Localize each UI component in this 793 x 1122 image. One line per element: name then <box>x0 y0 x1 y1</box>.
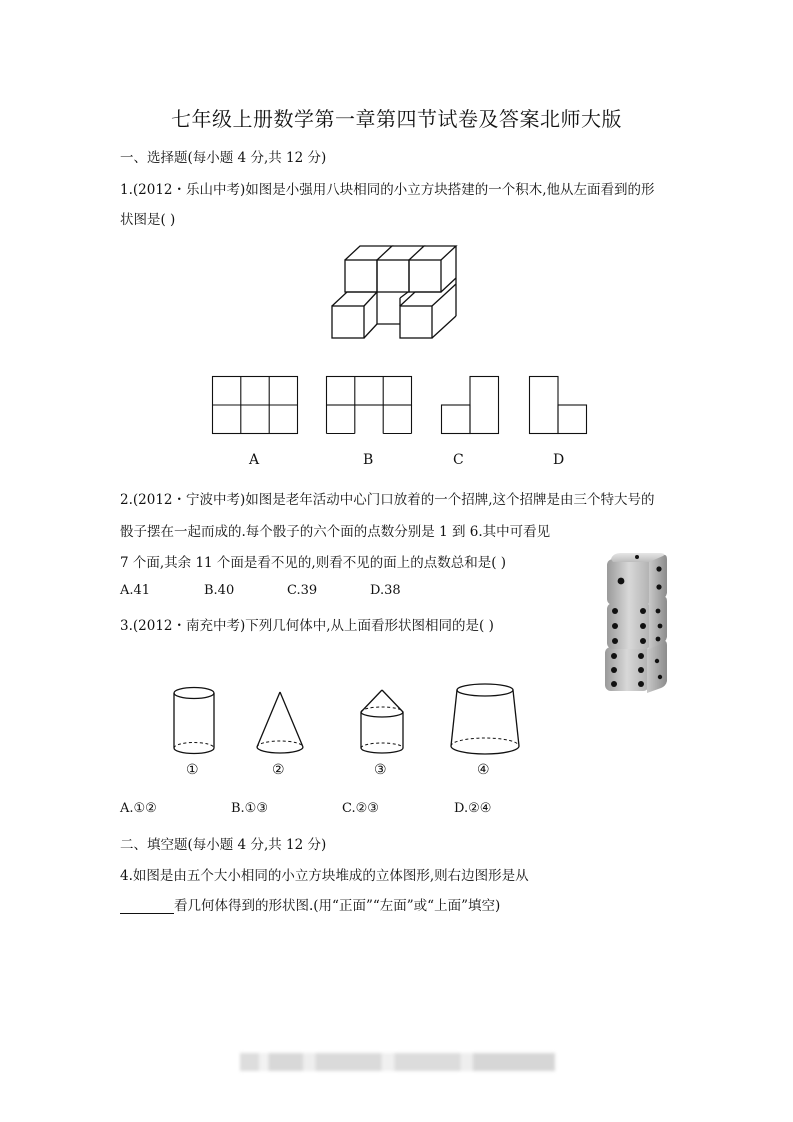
q1-block-figure <box>330 244 460 344</box>
q2-option-c: C.39 <box>287 583 318 598</box>
question-2-line-1: 2.(2012・宁波中考)如图是老年活动中心门口放着的一个招牌,这个招牌是由三个特大号的 <box>120 492 655 508</box>
section-heading-choice: 一、选择题(每小题 4 分,共 12 分) <box>120 150 327 166</box>
q1-option-c-grid <box>441 376 499 434</box>
q1-option-d-label: D <box>553 452 565 468</box>
q2-option-b: B.40 <box>204 583 235 598</box>
q1-option-a-label: A <box>249 452 260 468</box>
question-2-line-3: 7 个面,其余 11 个面是看不见的,则看不见的面上的点数总和是( ) <box>120 555 507 571</box>
solid-4-label: ④ <box>477 762 490 778</box>
solid-1-cylinder <box>172 686 216 756</box>
q2-option-a: A.41 <box>120 583 151 598</box>
section-heading-fill: 二、填空题(每小题 4 分,共 12 分) <box>120 837 327 853</box>
q1-option-c-label: C <box>453 452 464 468</box>
solid-2-label: ② <box>272 762 285 778</box>
dice-stack-image <box>603 553 669 695</box>
q1-option-a-grid <box>212 376 298 434</box>
blurred-footer-watermark <box>240 1053 555 1071</box>
question-4-line-1: 4.如图是由五个大小相同的小立方块堆成的立体图形,则右边图形是从 <box>120 868 529 884</box>
answer-blank[interactable] <box>120 899 174 914</box>
q3-option-d: D.②④ <box>454 801 492 816</box>
q1-option-b-grid <box>326 376 412 434</box>
q3-option-c: C.②③ <box>342 801 379 816</box>
q1-option-b-label: B <box>363 452 374 468</box>
q1-option-d-grid <box>529 376 587 434</box>
q3-option-b: B.①③ <box>231 801 268 816</box>
question-1-line-2: 状图是( ) <box>120 212 176 228</box>
solid-1-label: ① <box>186 762 199 778</box>
question-4-line-2-text: 看几何体得到的形状图.(用“正面”“左面”或“上面”填空) <box>174 898 501 914</box>
question-1-line-1: 1.(2012・乐山中考)如图是小强用八块相同的小立方块搭建的一个积木,他从左面看到的形 <box>120 182 655 198</box>
solid-3-cone-on-cylinder <box>359 688 405 756</box>
q3-option-a: A.①② <box>120 801 157 816</box>
question-3-line-1: 3.(2012・南充中考)下列几何体中,从上面看形状图相同的是( ) <box>120 618 494 634</box>
solid-4-frustum <box>449 682 521 758</box>
solid-2-cone <box>255 690 305 756</box>
page-title: 七年级上册数学第一章第四节试卷及答案北师大版 <box>171 107 622 131</box>
q2-option-d: D.38 <box>370 583 401 598</box>
solid-3-label: ③ <box>374 762 387 778</box>
question-4-line-2 <box>120 894 500 914</box>
question-2-line-2: 骰子摆在一起而成的.每个骰子的六个面的点数分别是 1 到 6.其中可看见 <box>120 524 551 540</box>
